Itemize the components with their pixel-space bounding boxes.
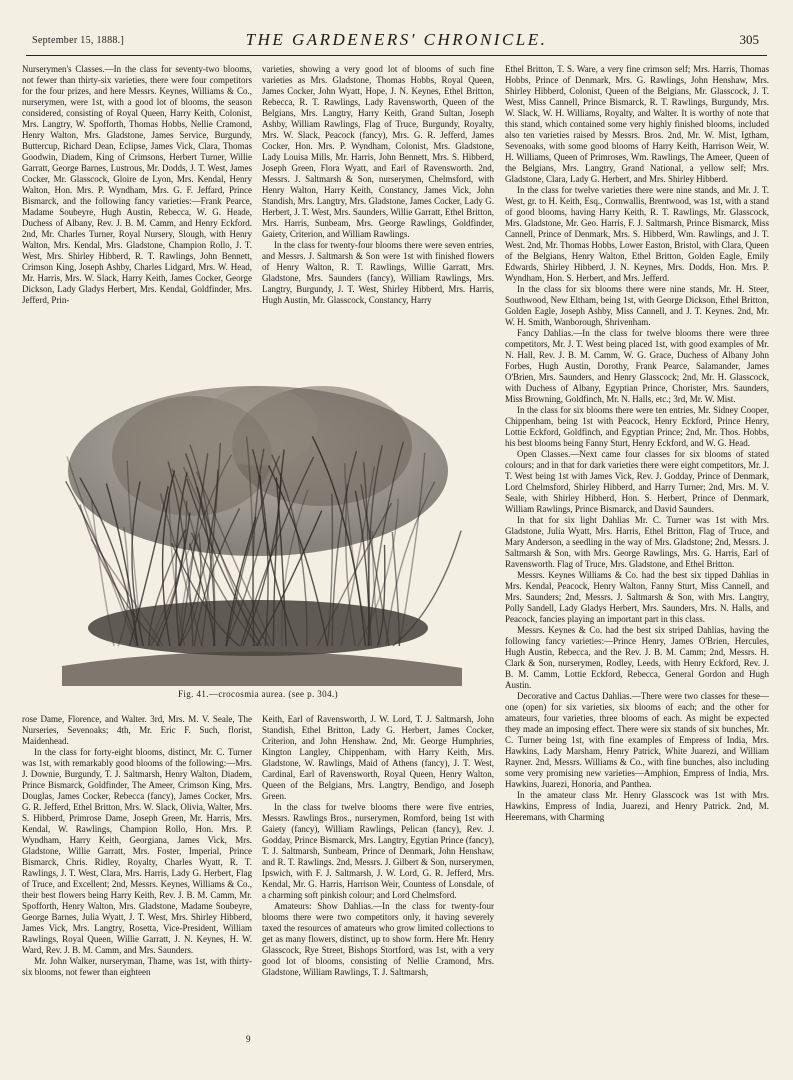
- crocosmia-illustration-figure: [22, 366, 494, 711]
- page-header: [30, 30, 763, 52]
- paragraph: In the class for twelve varieties there were nine stands, and Mr. J. T. West, gr. to H. Keith, Esq., Cornwallis, Brentwood, was 1st, with a stand of good blooms, having Harry Keith, R. T. Rawlings, Mr. Glasscock, Mrs. Gladstone, Mr. Geo. Harris, F. J. Saltmarsh, Prince Bismarck, Miss Cannell, Prince of Denmark, Mrs. S. Hibberd, Wm. Rawlings, and J. T. West. 2nd, Mr. Thomas Hobbs, Lower Easton, Bristol, with Clara, Queen of the Belgians, Henry Walton, Ethel Britton, Golden Eagle, Emily Edwards, Shirley Hibberd, J. N. Keynes, Mrs. Dodds, Hon. Mrs. P. Wyndham, Hon. S. Herbert, and Mrs. Jefferd.: [505, 185, 769, 283]
- text-column-5: [262, 714, 494, 1036]
- paragraph: Nurserymen's Classes.—In the class for seventy-two blooms, not fewer than thirty-six varieties, there were four competitors for the four prizes, and here Messrs. Keynes, Williams & Co., nurserymen, were 1st, with a good lot of blooms, the season considered, consisting of Royal Queen, Harry Keith, Colonist, Mrs. Langtry, W. Spofforth, Thomas Hobbs, Nellie Cramond, Henry Walton, Mrs. Gladstone, James Service, Burgundy, Buttercup, Richard Dean, Eclipse, James Vick, Clara, Thomas Goodwin, Diadem, King of Crimsons, Herbert Turner, Willie Garratt, George Barnes, Lustrous, Mr. Dodds, J. T. West, James Cocker, Mr. Glasscock, Gloire de Lyon, Mrs. Kendal, Henry Walton, Hon. Mrs. P. Wyndham, Mrs. G. F. Jeffard, Prince Bismarck, and the following fancy varieties:—Frank Pearce, Madame Soubeyre, Hugh Austin, Rebecca, W. G. Heade, Duchess of Albany, Rev. J. B. M. Camm, and Henry Eckford. 2nd, Mr. Charles Turner, Royal Nursery, Slough, with Henry Walton, Mrs. Kendal, Mrs. Gladstone, Champion Rollo, J. T. West, Mrs. Shirley Hibberd, R. T. Rawlings, John Bennett, Crimson King, Joseph Ashby, Charles Lidgard, Mrs. W. Head, Mr. Harris, Mrs. W. Slack, Harry Keith, James Cocker, George Dickson, Lady Gladys Herbert, Mrs. Kendal, Goldfinder, Mrs. Jefferd, Prin-: [22, 64, 252, 305]
- page-number: 305: [739, 32, 759, 47]
- engraving-illustration: [22, 366, 494, 686]
- paragraph: In the class for twelve blooms there were five entries, Messrs. Rawlings Bros., nurserymen, Romford, being 1st with Gaiety (fancy), William Rawlings, Pelican (fancy), Rev. J. Godday, Prince Bismarck, Mrs. Langtry, Egytian Prince (fancy), T. J. Saltmarsh, Sunbeam, Prince of Denmark, John Henshaw, and R. T. Rawlings. 2nd, Messrs. J. Gilbert & Son, nurserymen, Ipswich, with F. J. Saltmarsh, J. W. Lord, G. R. Jefferd, Mrs. Kendal, Mr. G. Harris, Harrison Weir, Countess of Lonsdale, of a charming soft pinkish colour; and Lord Chelmsford.: [262, 802, 494, 900]
- paragraph: In that for six light Dahlias Mr. C. Turner was 1st with Mrs. Gladstone, Julia Wyatt, Mrs. Harris, Ethel Britton, Flag of Truce, and Mary Anderson, a seedling in the way of Mrs. Gladstone; 2nd, Messrs. J. Saltmarsh & Son, with Mrs. George Rawlings, Mrs. G. Harris, Earl of Ravensworth. Flag of Truce, Mrs. Gladstone, and Ethel Britton.: [505, 515, 769, 569]
- paragraph: Mr. John Walker, nurseryman, Thame, was 1st, with thirty-six blooms, not fewer than eighteen: [22, 956, 252, 977]
- header-rule: [26, 55, 767, 56]
- plant-base: [62, 600, 462, 686]
- footer-mark: 9: [246, 1034, 251, 1044]
- issue-date: September 15, 1888.]: [32, 35, 125, 46]
- paragraph: In the class for six blooms there were ten entries, Mr. Sidney Cooper, Chippenham, being 1st with Peacock, Henry Eckford, Prince Henry, Lottie Eckford, Goldfinch, and Egyptian Prince; 2nd, Mr. Thos. Hobbs, his best blooms being Fanny Sturt, Henry Eckford, and W. G. Head.: [505, 405, 769, 448]
- paragraph: In the class for twenty-four blooms there were seven entries, and Messrs. J. Saltmarsh & Son were 1st with finished flowers of Henry Walton, R. T. Rawlings, Willie Garratt, Mrs. Gladstone, Mrs. Saunders (fancy), William Rawlings, Mrs. Langtry, Burgundy, J. T. West, Shirley Hibberd, Mrs. Harris, Hugh Austin, Mr. Glasscock, Constancy, Harry: [262, 240, 494, 305]
- paragraph: varieties, showing a very good lot of blooms of such fine varieties as Mrs. Gladstone, Thomas Hobbs, Royal Queen, James Cocker, John Wyatt, Hope, J. N. Keynes, Ethel Britton, Rebecca, R. T. Rawlings, Lady Ravensworth, Queen of the Belgians, Mrs. Langtry, Harry Keith, Grand Sultan, Joseph Ashby, William Rawlings, Flag of Truce, Burgundy, Royalty, Mrs. W. Slack, Peacock (fancy), Mrs. G. R. Jefferd, James Cocker, Hon. Mrs. P. Wyndham, Colonist, Mrs. Gladstone, Lady Louisa Mills, Mr. Harris, John Bennett, Mrs. S. Hibberd, Joseph Green, Flora Wyatt, and Earl of Ravensworth. 2nd, Messrs. J. Saltmarsh & Son, nurserymen, Chelmsford, with Henry Walton, Harry Keith, Constancy, James Vick, John Standish, Mrs. Langtry, Mrs. Gladstone, James Cocker, Lady G. Herbert, J. T. West, Mrs. Saunders, Willie Garratt, Ethel Britton, Mrs. Harris, Sunbeam, Mrs. George Rawlings, Goldfinder, Gaiety, Criterion, and William Rawlings.: [262, 64, 494, 239]
- paragraph: Open Classes.—Next came four classes for six blooms of stated colours; and in that for dark varieties there were eight competitors, Mr. J. T. West being 1st with James Vick, Rev. J. Godday, Prince of Denmark, Lord Chelmsford, Shirley Hibberd, and Harry Turner; 2nd, Mrs. M. V. Seale, with Shirley Hibberd, Hon. S. Herbert, Prince of Denmark, William Rawlings, Prince Bismarck, and David Saunders.: [505, 449, 769, 514]
- paragraph: Decorative and Cactus Dahlias.—There were two classes for these—one (open) for six varieties, six blooms of each; and the other for amateurs, four varieties, three blooms of each. As might be expected they made an imposing effect. There were six stands of six bunches, Mr. C. Turner being 1st, with fine examples of Empress of India, Mrs. Hawkins, Lady Marsham, Henry Patrick, White Juarezi, and William Rayner. 2nd, Messrs. Williams & Co., with fine bunches, also including some very promising new varieties—Amphion, Empress of India, Mrs. Hawkins, Juarezi, Honoria, and Panthea.: [505, 691, 769, 789]
- paragraph: In the class for six blooms there were nine stands, Mr. H. Steer, Southwood, New Eltham, being 1st, with George Dickson, Ethel Britton, Golden Eagle, Joseph Ashby, Miss Cannell, and J. T. Keynes. 2nd, Mr. W. H. Smith, Wanborough, Shrivenham.: [505, 284, 769, 327]
- paragraph: Keith, Earl of Ravensworth, J. W. Lord, T. J. Saltmarsh, John Standish, Ethel Britton, Lady G. Herbert, James Cocker, Criterion, and John Henshaw. 2nd, Mr. George Humphries, Kington Langley, Chippenham, with Harry Keith, Mrs. Gladstone, W. Rawlings, Maid of Athens (fancy), J. T. West, Cardinal, Earl of Ravensworth, Royal Queen, Henry Walton, Queen of the Belgians, Mrs. Langtry, Bendigo, and Joseph Green.: [262, 714, 494, 801]
- paragraph: In the class for forty-eight blooms, distinct, Mr. C. Turner was 1st, with remarkably good blooms of the following:—Mrs. J. Downie, Burgundy, T. J. Saltmarsh, Henry Walton, Diadem, Prince Bismarck, Goldfinder, The Ameer, Crimson King, Mrs. Douglas, James Cocker, Rebecca (fancy), James Cocker, Mrs. G. R. Jefferd, Ethel Britton, Mrs. W. Slack, Olivia, Walter, Mrs. S. Hibberd, Primrose Dame, Joseph Green, Mr. Harris, Mrs. Kendal, W. Rawlings, Champion Rollo, Hon. Mrs. P. Wyndham, Harry Keith, Georgiana, James Vick, Mrs. Gladstone, Willie Garratt, Mrs. Foster, Imperial, Prince Bismarck, Chris. Ridley, Royalty, Charles Wyatt, R. T. Rawlings, J. T. West, Clara, Mrs. Harris, Lady G. Herbert, Flag of Truce, and Excellent; 2nd, Messrs. Keynes, Williams & Co., their best flowers being Harry Keith, Rev. J. B. M. Camm, Mr. Spofforth, Henry Walton, Mrs. Gladstone, Madame Soubeyre, George Barnes, Julia Wyatt, J. T. West, Mrs. Shirley Hibberd, James Vick, Mrs. Langtry, Rosetta, Vice-President, William Rawlings, Royal Queen, Willie Garratt, J. N. Keynes, H. W. Ward, Rev. J. B. M. Camm, and Mrs. Saunders.: [22, 747, 252, 955]
- journal-title: THE GARDENERS' CHRONICLE.: [245, 30, 548, 49]
- paragraph: Fancy Dahlias.—In the class for twelve blooms there were three competitors, Mr. J. T. West being placed 1st, with good examples of Mr. N. Hall, Rev. J. B. M. Camm, W. G. Grace, Duchess of Albany John Forbes, Hugh Austin, Dorothy, Frank Pearce, Salamander, James O'Brien, Mrs. Saunders, and Henry Glasscock; 2nd, Mr. H. Glasscock, with Duchess of Albany, Egyptian Prince, Chorister, Mrs. Saunders, Miss Browning, Goldfinch, Mr. N. Halls, etc.; 3rd, Mr. W. Mist.: [505, 328, 769, 404]
- paragraph: Messrs. Keynes & Co. had the best six striped Dahlias, having the following fancy varieties:—Prince Henry, James O'Brien, Hercules, Hugh Austin, Rebecca, and the Rev. J. B. M. Camm; 2nd, Messrs. H. Clark & Son, nurserymen, Rodley, Leeds, with Henry Eckford, Rev. J. B. M. Camm, Lottie Eckford, Rebecca, General Gordon and Hugh Austin.: [505, 625, 769, 690]
- figure-caption: Fig. 41.—crocosmia aurea. (see p. 304.): [177, 689, 339, 699]
- text-column-3: [505, 64, 769, 1036]
- text-column-1: [22, 64, 252, 360]
- text-column-4: [22, 714, 252, 1036]
- paragraph: Amateurs: Show Dahlias.—In the class for twenty-four blooms there were two competitors only, it having severely taxed the resources of amateurs who grow limited collections to get as many flowers, distinct, up to show form. Here Mr. Henry Glasscock, Rye Street, Bishops Stortford, was 1st, with a very good lot of blooms, consisting of Nellie Cramond, Mrs. Gladstone, William Rawlings, T. J. Saltmarsh,: [262, 901, 494, 977]
- paragraph: Ethel Britton, T. S. Ware, a very fine crimson self; Mrs. Harris, Thomas Hobbs, Prince of Denmark, Mrs. G. Rawlings, John Henshaw, Mrs. Shirley Hibberd, Colonist, Queen of the Belgians, Mr. Glasscock, J. T. West, Miss Cannell, Prince Bismarck, R. T. Rawlings, Burgundy, Mrs. W. Slack, W. H. Williams, Royalty, and Walter. It is worthy of note that this stand, which contained some very highly finished blooms, included also ten varieties raised by Messrs. Bros. 2nd, Mr. W. Mist, Igtham, Sevenoaks, with some good blooms of Harry Keith, Harrison Weir, W. H. Williams, Queen of Primroses, Wm. Rawlings, The Ameer, Queen of the Belgians, Mrs. Langtry, Grand National, a yellow self; Mrs. Gladstone, Clara, Lady G. Herbert, and Mrs. Shirley Hibberd.: [505, 64, 769, 184]
- paragraph: rose Dame, Florence, and Walter. 3rd, Mrs. M. V. Seale, The Nurseries, Sevenoaks; 4th, Mr. Eric F. Such, florist, Maidenhead.: [22, 714, 252, 746]
- paragraph: In the amateur class Mr. Henry Glasscock was 1st with Mrs. Hawkins, Empress of India, Juarezi, and Henry Patrick. 2nd, M. Heeremans, with Charming: [505, 790, 769, 822]
- paragraph: Messrs. Keynes Williams & Co. had the best six tipped Dahlias in Mrs. Kendal, Peacock, Henry Walton, Fanny Sturt, Miss Cannell, and Mrs. Saunders; 2nd, Messrs. J. Saltmarsh & Son, with Mrs. Langtry, Polly Sandell, Lady Gladys Herbert, Mrs. Saunders, Mrs. N. Halls, and Peacock, fancies playing an important part in this class.: [505, 570, 769, 624]
- text-column-2: [262, 64, 494, 360]
